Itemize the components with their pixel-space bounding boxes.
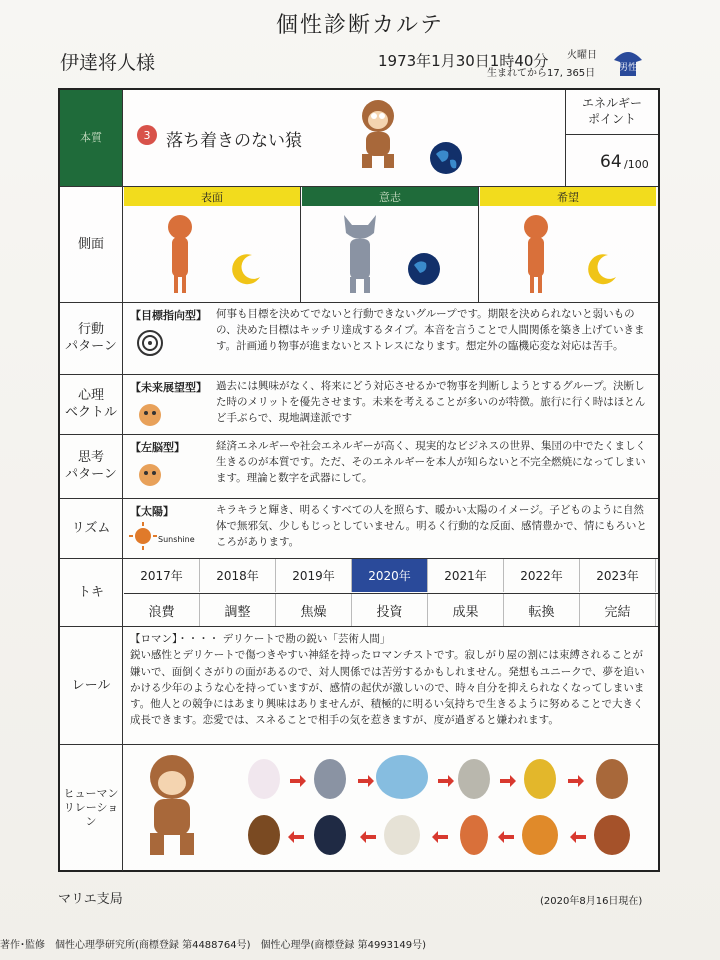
toki-keyword-0: 浪費 xyxy=(124,594,200,626)
behavior-text: 何事も目標を決めてでないと行動できないグループです。期限を決められないと弱いものの、決めた目標はキッチリ達成するタイプ。本音を言うことで人間関係を築き上げていきます。計画通り物事が進まないとストレスになります。想定外の臨機応変な対応は苦手。 xyxy=(216,308,645,352)
animal-number-badge-icon xyxy=(136,124,158,146)
earth-icon xyxy=(428,140,464,176)
aspect-label: 側面 xyxy=(60,187,123,303)
toki-year-2: 2019年 xyxy=(276,559,352,592)
human-relation-label: ヒューマン リレーション xyxy=(60,745,123,871)
essence-label: 本質 xyxy=(60,90,123,186)
monkey-icon xyxy=(596,759,628,799)
think-tag: 【左脳型】 xyxy=(130,441,185,454)
essence-animal: 落ち着きのない猿 xyxy=(166,131,302,151)
behavior-row xyxy=(60,302,658,375)
days-since-birth: 生まれてから17, 365日 xyxy=(487,68,596,79)
toki-year-3: 2020年 xyxy=(352,559,428,592)
black-panther-icon xyxy=(314,815,346,855)
animal-number: 3 xyxy=(143,129,151,142)
rail-row xyxy=(60,626,658,745)
human-relation-row xyxy=(60,744,658,871)
aspect-row xyxy=(60,186,658,303)
birth-datetime: 1973年1月30日1時40分 xyxy=(378,52,549,70)
bear-icon xyxy=(248,815,280,855)
target-coil-icon xyxy=(134,329,170,357)
toki-row xyxy=(60,558,658,627)
karte-grid xyxy=(58,88,660,872)
deer-illustration-icon xyxy=(160,211,200,297)
rhythm-text: キラキラと輝き、明るくすべての人を照らす、暖かい太陽のイメージ。子どものように自然体で無邪気、少しもじっとしていません。明るく行動的な反面、感情豊かで、情にもろいところがあります。 xyxy=(216,504,647,548)
lion-icon xyxy=(594,815,630,855)
branch-name: マリエ支局 xyxy=(58,892,123,907)
moon-icon xyxy=(586,251,620,285)
toki-year-1: 2018年 xyxy=(200,559,276,592)
toki-keyword-5: 転換 xyxy=(504,594,580,626)
sheep-icon xyxy=(384,815,420,855)
monkey-illustration-icon xyxy=(346,96,410,176)
deer-icon xyxy=(460,815,488,855)
energy-title: エネルギー ポイント xyxy=(566,90,658,135)
elephant-icon xyxy=(376,755,428,799)
face-icon xyxy=(134,461,170,489)
as-of-date: (2020年8月16日現在) xyxy=(540,896,643,907)
gender-label: 男性 xyxy=(618,63,638,73)
toki-year-4: 2021年 xyxy=(428,559,504,592)
toki-year-5: 2022年 xyxy=(504,559,580,592)
deer-illustration-icon xyxy=(516,211,556,297)
toki-table xyxy=(124,559,658,627)
aspect-will-header: 意志 xyxy=(302,187,478,206)
pegasus-icon xyxy=(248,759,280,799)
toki-year-6: 2023年 xyxy=(580,559,656,592)
rail-text: 【ロマン】・・・・ デリケートで勘の鋭い「芸術人間」 鋭い感性とデリケートで傷つきやすい神経を持ったロマンチストです。寂しがり屋の割には束縛されることが嫌いで、面倒くさがりの面があるので、対人関係では苦労するかもしれません。発想もユニークで、夢を追いかける少年のような心を持っていますが、感情の起伏が激しいので、時々自分を抑えられなくなってしまいます。他人との競争にはあまり興味はありませんが、積極的に明るい気持ちで生きるように努めることで大きく成長できます。恋愛では、スネることで相手の気を惹きますが、度が過ぎると嫌われます。 xyxy=(130,633,645,727)
psych-text: 過去には興味がなく、将来にどう対応させるかで物事を判断しようとするグループ。決断した時のメリットを優先させます。未来を考えることが多いのが特徴。旅行に行く時はほとんど手ぶらで、現地調達派です xyxy=(216,380,646,424)
wolf-icon xyxy=(314,759,346,799)
cheetah-icon xyxy=(524,759,556,799)
toki-keyword-1: 調整 xyxy=(200,594,276,626)
rhythm-tag: 【太陽】 xyxy=(130,505,174,518)
toki-keyword-3: 投資 xyxy=(352,594,428,626)
essence-row xyxy=(60,90,658,186)
rhythm-row xyxy=(60,498,658,559)
wolf-illustration-icon xyxy=(338,211,382,297)
monkey-illustration-icon xyxy=(130,751,214,861)
think-label: 思考 パターン xyxy=(60,435,123,499)
toki-keyword-6: 完結 xyxy=(580,594,656,626)
toki-label: トキ xyxy=(60,559,123,627)
toki-year-0: 2017年 xyxy=(124,559,200,592)
sun-icon xyxy=(128,521,158,551)
moon-icon xyxy=(230,251,264,285)
energy-box xyxy=(565,90,658,186)
tiger-icon xyxy=(522,815,558,855)
rail-label: レール xyxy=(60,627,123,745)
aspect-hope-header: 希望 xyxy=(480,187,656,206)
behavior-label: 行動 パターン xyxy=(60,303,123,375)
relation-chart xyxy=(124,745,658,871)
think-text: 経済エネルギーや社会エネルギーが高く、現実的なビジネスの世界、集団の中でたくましく生きるのが本質です。ただ、そのエネルギーを本人が知らないと不完全燃焼になってしまいます。理論と数字を武器にして。 xyxy=(216,440,646,484)
credit-line: 著作･監修 個性心理學研究所(商標登録 第4488764号) 個性心理學(商標登録 第4993149号) xyxy=(0,940,427,951)
client-name: 伊達将人様 xyxy=(60,52,156,74)
psych-row xyxy=(60,374,658,435)
face-icon xyxy=(134,401,170,429)
earth-icon xyxy=(406,251,442,287)
behavior-tag: 【目標指向型】 xyxy=(130,309,207,322)
rhythm-label: リズム xyxy=(60,499,123,559)
page-title: 個性診断カルテ xyxy=(275,13,444,38)
toki-keyword-2: 焦燥 xyxy=(276,594,352,626)
rhythm-icon-label: Sunshine xyxy=(158,535,195,544)
psych-label: 心理 ベクトル xyxy=(60,375,123,435)
male-emblem-icon xyxy=(608,40,648,80)
think-row xyxy=(60,434,658,499)
psych-tag: 【未来展望型】 xyxy=(130,381,207,394)
animal-relation-chain-icon xyxy=(242,753,662,863)
toki-keyword-4: 成果 xyxy=(428,594,504,626)
energy-value: 64 xyxy=(600,152,622,172)
koala-icon xyxy=(458,759,490,799)
energy-max: /100 xyxy=(624,158,649,171)
weekday: 火曜日 xyxy=(567,50,597,61)
aspect-surface-header: 表面 xyxy=(124,187,300,206)
